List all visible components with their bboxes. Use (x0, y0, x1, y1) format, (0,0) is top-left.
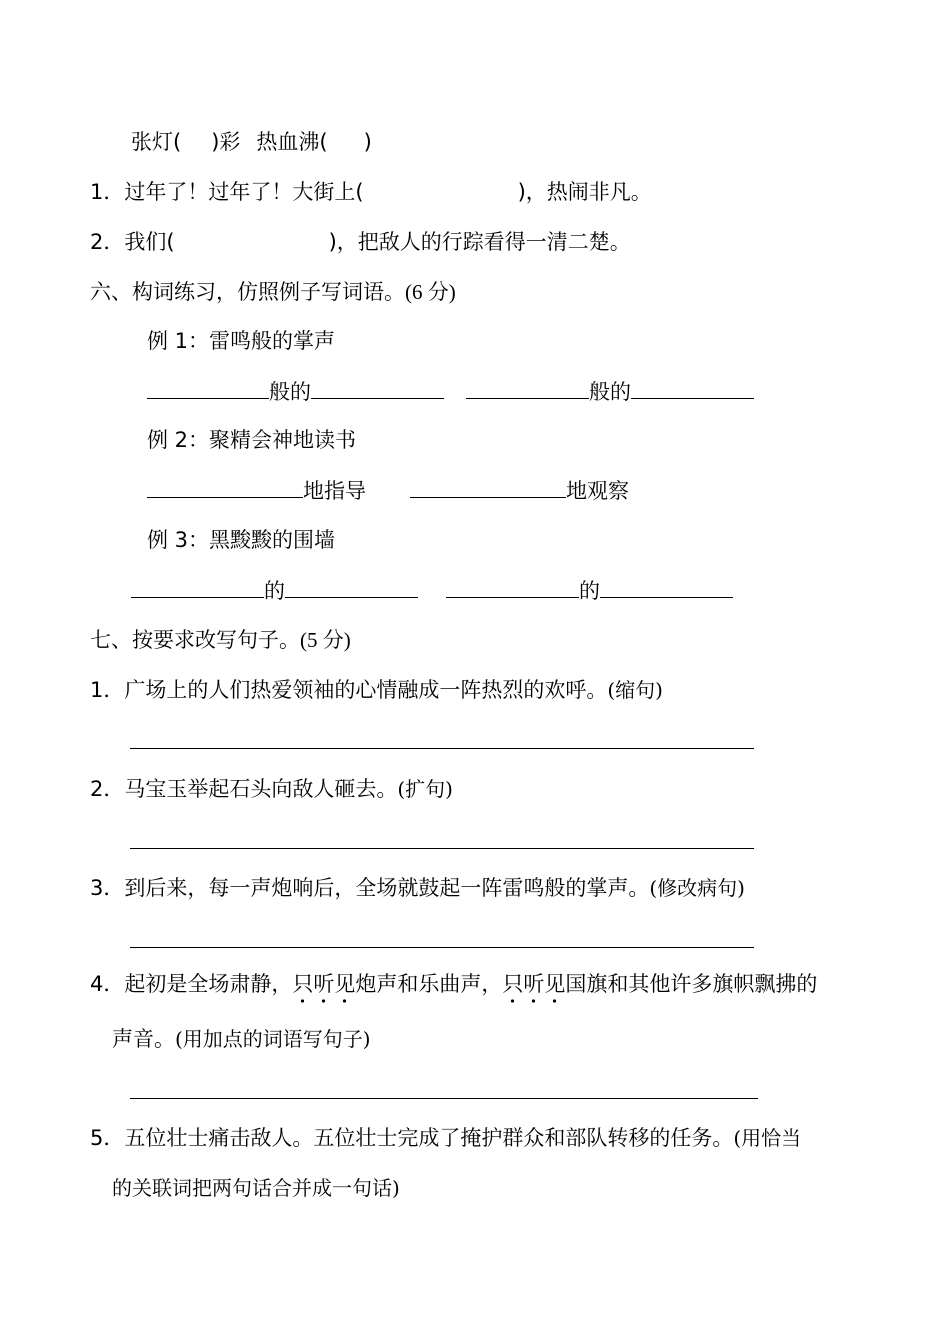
question-instruction: (用恰当 (733, 1126, 802, 1150)
question-number: 2． (90, 230, 125, 254)
answer-blank[interactable] (410, 475, 566, 498)
question-number: 2． (90, 777, 125, 801)
answer-line-1[interactable] (130, 748, 754, 749)
idiom1-prefix: 张灯( (131, 130, 182, 154)
question-text: 声音。 (112, 1027, 175, 1051)
word-fragment: 般的 (269, 380, 311, 404)
idiom1-suffix: )彩 (211, 130, 241, 154)
word-fragment: 地观察 (566, 479, 629, 503)
rewrite-question-4-cont (112, 1024, 371, 1054)
question-number: 5． (90, 1126, 125, 1150)
answer-blank[interactable] (466, 376, 589, 399)
question-text-end: )，把敌人的行踪看得一清二楚。 (328, 230, 631, 254)
example-1-answers (147, 376, 754, 407)
answer-blank[interactable] (147, 475, 303, 498)
example-3: 例 3：黑黢黢的围墙 (147, 528, 336, 552)
question-number: 4． (90, 972, 125, 996)
question-instruction: (修改病句) (649, 876, 745, 900)
question-text: 炮声和乐曲声， (355, 972, 503, 996)
example-3-answers (131, 575, 733, 606)
rewrite-question-5 (90, 1123, 801, 1153)
question-instruction: (缩句) (607, 678, 663, 702)
example-2-answers (147, 475, 629, 506)
word-fragment: 般的 (589, 380, 631, 404)
answer-blank[interactable] (131, 575, 264, 598)
question-instruction: (扩句) (397, 777, 453, 801)
example-2: 例 2：聚精会神地读书 (147, 428, 357, 452)
answer-blank[interactable] (311, 376, 444, 399)
rewrite-question-1 (90, 675, 663, 705)
word-fragment: 地指导 (303, 479, 366, 503)
section-title: 七、按要求改写句子。 (90, 628, 300, 652)
question-text: 国旗和其他许多旗帜飘拂的 (565, 972, 818, 996)
example-1: 例 1：雷鸣般的掌声 (147, 329, 336, 353)
question-text: 广场上的人们热爱领袖的心情融成一阵热烈的欢呼。 (124, 678, 608, 702)
question-number: 1． (90, 180, 125, 204)
rewrite-question-4 (90, 969, 817, 999)
section-title: 六、构词练习，仿照例子写词语。 (90, 280, 405, 304)
question-text: 五位壮士痛击敌人。五位壮士完成了掩护群众和部队转移的任务。 (124, 1126, 734, 1150)
question-text: 我们( (124, 230, 175, 254)
idiom2-prefix: 热血沸( (256, 130, 328, 154)
emphasized-word-1: 只听见 (292, 969, 355, 999)
answer-blank[interactable] (147, 376, 269, 399)
question-number: 3． (90, 876, 125, 900)
answer-line-3[interactable] (130, 947, 754, 948)
fill-question-2 (90, 227, 631, 257)
answer-blank[interactable] (446, 575, 579, 598)
answer-blank[interactable] (600, 575, 733, 598)
answer-line-4[interactable] (130, 1098, 758, 1099)
idiom2-suffix: ) (363, 130, 372, 154)
question-text: 起初是全场肃静， (124, 972, 293, 996)
fill-question-1 (90, 177, 652, 207)
section-7-title (90, 625, 351, 655)
answer-line-2[interactable] (130, 848, 754, 849)
section-score: (6 分) (405, 280, 456, 304)
answer-blank[interactable] (285, 575, 418, 598)
emphasized-word-2: 只听见 (502, 969, 565, 999)
rewrite-question-3 (90, 873, 745, 903)
question-instruction: (用加点的词语写句子) (175, 1027, 371, 1051)
question-text-end: )，热闹非凡。 (517, 180, 652, 204)
answer-blank[interactable] (631, 376, 754, 399)
section-score: (5 分) (300, 628, 351, 652)
question-text: 马宝玉举起石头向敌人砸去。 (124, 777, 398, 801)
section-6-title (90, 277, 456, 307)
word-fragment: 的 (579, 579, 600, 603)
word-fragment: 的 (264, 579, 285, 603)
rewrite-question-5-cont: 的关联词把两句话合并成一句话) (112, 1176, 400, 1200)
idiom-line (131, 127, 372, 157)
question-text: 到后来，每一声炮响后，全场就鼓起一阵雷鸣般的掌声。 (124, 876, 650, 900)
question-text: 过年了！过年了！大街上( (124, 180, 364, 204)
rewrite-question-2 (90, 774, 453, 804)
question-number: 1． (90, 678, 125, 702)
